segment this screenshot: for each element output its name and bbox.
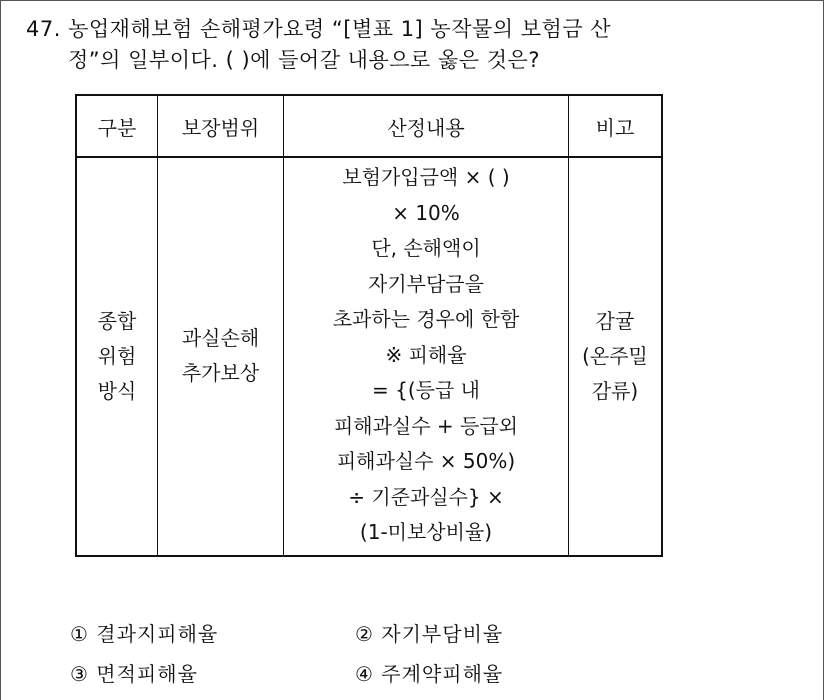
question-line-2 bbox=[26, 45, 796, 76]
content-line: 피해과실수 + 등급외 bbox=[333, 413, 519, 438]
option-3[interactable]: ③ 면적피해율 bbox=[70, 662, 198, 686]
header-note: 비고 bbox=[569, 95, 663, 157]
coverage-line: 추가보상 bbox=[181, 361, 260, 386]
option-2[interactable]: ② 자기부담비율 bbox=[355, 622, 504, 646]
category-line: 종합 bbox=[97, 308, 137, 333]
question-text-1: 농업재해보험 손해평가요령 “[별표 1] 농작물의 보험금 산 bbox=[68, 17, 612, 41]
content-line: = {(등급 내 bbox=[372, 378, 480, 402]
content-line: (1-미보상비율) bbox=[359, 520, 493, 544]
cell-content bbox=[284, 157, 569, 556]
cell-coverage bbox=[158, 157, 284, 556]
note-line: 감류) bbox=[591, 378, 639, 403]
option-1[interactable]: ① 결과지피해율 bbox=[70, 622, 219, 646]
content-line: ÷ 기준과실수} × bbox=[348, 484, 504, 509]
content-line: 초과하는 경우에 한함 bbox=[332, 307, 520, 331]
option-4[interactable]: ④ 주계약피해율 bbox=[355, 662, 504, 686]
answer-options bbox=[70, 614, 790, 694]
coverage-line: 과실손해 bbox=[181, 326, 260, 351]
table-row bbox=[76, 157, 662, 556]
content-line: 단, 손해액이 bbox=[371, 236, 481, 260]
header-coverage: 보장범위 bbox=[158, 95, 284, 157]
cell-category bbox=[76, 157, 158, 556]
cell-note bbox=[569, 157, 663, 556]
content-line: ※ 피해율 bbox=[385, 342, 467, 367]
note-line: (온주밀 bbox=[582, 343, 648, 368]
insurance-table bbox=[75, 94, 663, 557]
content-line: 피해과실수 × 50%) bbox=[336, 449, 516, 473]
question-line-1 bbox=[26, 14, 796, 45]
category-line: 위험 bbox=[97, 343, 137, 368]
options-row-2 bbox=[70, 654, 790, 694]
note-line: 감귤 bbox=[595, 308, 635, 333]
header-category: 구분 bbox=[76, 95, 158, 157]
options-row-1 bbox=[70, 614, 790, 654]
question-number: 47. bbox=[26, 17, 61, 41]
content-line: × 10% bbox=[392, 200, 460, 225]
content-line: 자기부담금을 bbox=[368, 271, 484, 296]
header-content: 산정내용 bbox=[284, 95, 569, 157]
question-block bbox=[26, 14, 796, 76]
table-header-row bbox=[76, 95, 662, 157]
content-line: 보험가입금액 × ( ) bbox=[342, 165, 510, 189]
category-line: 방식 bbox=[97, 378, 137, 403]
question-text-2: 정”의 일부이다. ( )에 들어갈 내용으로 옳은 것은? bbox=[68, 48, 540, 72]
